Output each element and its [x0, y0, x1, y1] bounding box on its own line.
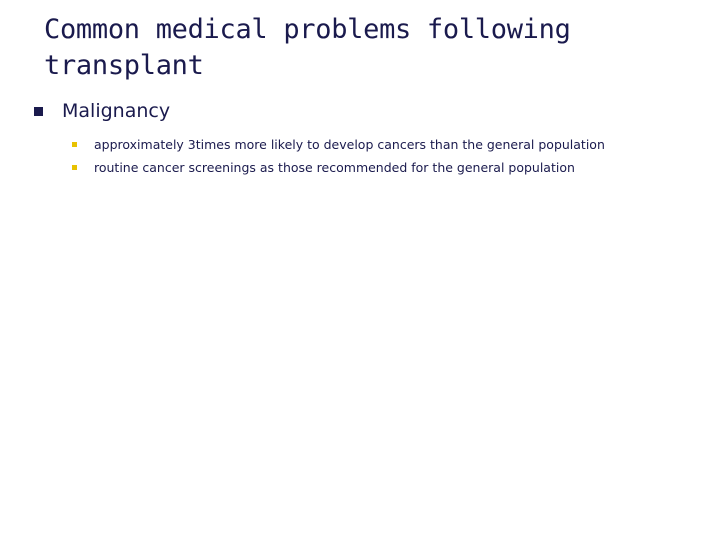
bullet-text: Malignancy: [62, 100, 171, 122]
sub-bullet-item: [72, 133, 605, 156]
sub-bullet-text: approximately 3times more likely to develop cancers than the general population: [94, 137, 605, 152]
slide-title: Common medical problems following transplant: [44, 14, 571, 81]
square-bullet-icon: [34, 107, 43, 116]
sub-bullet-list: [72, 133, 605, 179]
bullet-item: [34, 100, 170, 122]
square-bullet-icon: [72, 142, 77, 147]
sub-bullet-item: [72, 156, 605, 179]
sub-bullet-text: routine cancer screenings as those recommended for the general population: [94, 160, 575, 175]
square-bullet-icon: [72, 165, 77, 170]
